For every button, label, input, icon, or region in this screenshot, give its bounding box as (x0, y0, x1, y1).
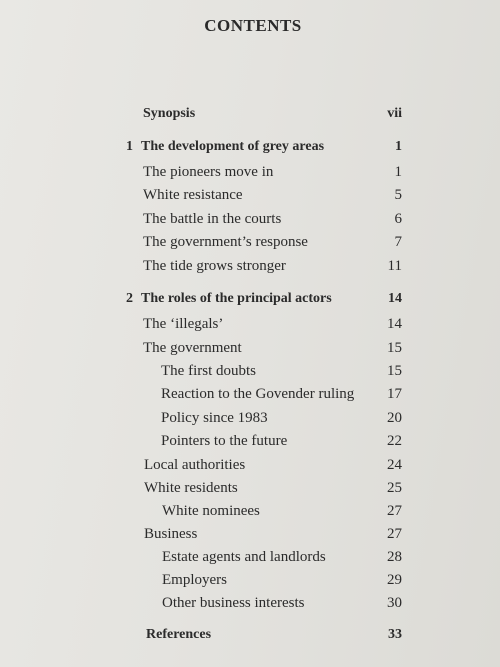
toc-entry-page: 33 (388, 627, 402, 642)
toc-entry-label: The battle in the courts (143, 211, 282, 227)
toc-entry-label: Synopsis (143, 106, 196, 121)
toc-entry-page: 1 (395, 139, 402, 154)
toc-entry (0, 431, 500, 451)
toc-entry-page: 7 (394, 234, 402, 250)
toc-entry-page: vii (387, 106, 402, 121)
toc-entry-page: 14 (387, 316, 402, 332)
toc-entry (0, 593, 500, 613)
contents-title: CONTENTS (204, 16, 302, 35)
toc-entry-page: 30 (387, 595, 402, 611)
toc-entry-page: 29 (387, 572, 402, 588)
toc-entry-page: 15 (387, 340, 402, 356)
toc-entry (0, 232, 500, 252)
toc-entry (0, 361, 500, 381)
toc-entry-page: 17 (387, 386, 402, 402)
toc-entry (0, 384, 500, 404)
toc-entry-page: 1 (394, 164, 402, 180)
toc-entry-page: 5 (394, 187, 402, 203)
toc-entry (0, 338, 500, 358)
toc-entry-page: 15 (387, 363, 402, 379)
toc-entry (0, 256, 500, 276)
toc-entry (0, 625, 500, 645)
toc-entry-label: White nominees (162, 503, 260, 519)
toc-entry (0, 547, 500, 567)
toc-entry-label: The first doubts (161, 363, 256, 379)
toc-entry-label: Local authorities (144, 457, 246, 473)
toc-entry (0, 209, 500, 229)
toc-entry (0, 478, 500, 498)
toc-entry-page: 27 (387, 503, 402, 519)
toc-entry-label: The government’s response (143, 234, 308, 250)
toc-entry (0, 570, 500, 590)
toc-entry-label: Estate agents and landlords (162, 549, 326, 565)
toc-entry-label: White resistance (143, 187, 243, 203)
toc-entry-label: White residents (144, 480, 238, 496)
toc-entry-label: References (146, 627, 212, 642)
toc-entry-page: 6 (394, 211, 402, 227)
toc-entry (0, 314, 500, 334)
toc-entry (0, 137, 500, 157)
toc-entry-page: 20 (387, 410, 402, 426)
toc-entry-label: Policy since 1983 (161, 410, 268, 426)
toc-entry-page: 24 (387, 457, 402, 473)
toc-entry-label: The ‘illegals’ (143, 316, 224, 332)
toc-entry-label: Pointers to the future (161, 433, 288, 449)
toc-entry-label: The pioneers move in (143, 164, 274, 180)
toc-entry-label: The development of grey areas (141, 139, 325, 154)
toc-entry (0, 289, 500, 309)
toc-entry-label: Reaction to the Govender ruling (161, 386, 355, 402)
toc-entry-page: 14 (388, 291, 402, 306)
toc-entry-page: 25 (387, 480, 402, 496)
toc-entry (0, 185, 500, 205)
toc-entry (0, 524, 500, 544)
toc-entry-label: Other business interests (162, 595, 305, 611)
toc-entry-label: The government (143, 340, 242, 356)
toc-entry-label: The roles of the principal actors (141, 291, 332, 306)
toc-entry-page: 28 (387, 549, 402, 565)
toc-entry-number: 2 (126, 291, 133, 306)
toc-entry-page: 22 (387, 433, 402, 449)
toc-entry (0, 162, 500, 182)
toc-entry (0, 501, 500, 521)
toc-entry (0, 455, 500, 475)
toc-entry (0, 408, 500, 428)
toc-entry-label: The tide grows stronger (143, 258, 286, 274)
toc-entry-page: 27 (387, 526, 402, 542)
toc-entry-page: 11 (387, 258, 402, 274)
toc-entry-number: 1 (126, 139, 133, 154)
toc-entry (0, 104, 500, 124)
toc-entry-label: Business (144, 526, 198, 542)
toc-entry-label: Employers (162, 572, 227, 588)
